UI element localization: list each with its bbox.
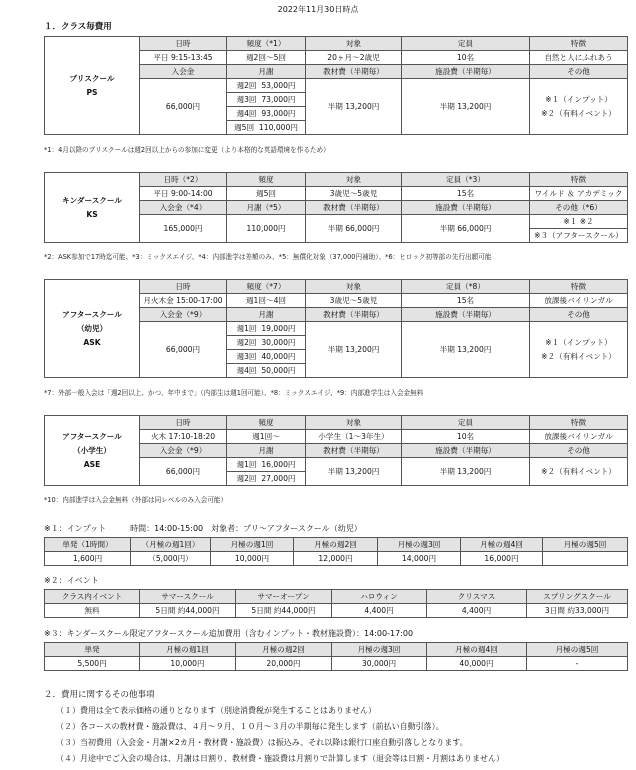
event-value: 4,400円 (427, 604, 527, 618)
event-header: サマーオープン (236, 590, 332, 604)
ask-teiin: 15名 (402, 294, 530, 308)
ps-shisetsu: 半期 13,200円 (402, 79, 530, 135)
header-getsusha: 月謝（*5） (227, 201, 306, 215)
event-value: 4,400円 (332, 604, 427, 618)
input-header: 月極の週1回 (211, 538, 294, 552)
ase-fee-row: 週2回 27,000円 (227, 472, 306, 486)
header-nyukai: 入会金 (140, 65, 227, 79)
header-nyukai: 入会金（*9） (140, 444, 227, 458)
ask-fee-table (44, 279, 628, 378)
header-teiin: 定員 (402, 37, 530, 51)
header-taishou: 対象 (306, 173, 402, 187)
header-hindo: 頻度（*7） (227, 280, 306, 294)
ks-shisetsu: 半期 66,000円 (402, 215, 530, 243)
ks-after-value: 5,500円 (45, 657, 140, 671)
input-header: 月極の週4回 (461, 538, 543, 552)
ase-shisetsu: 半期 13,200円 (402, 458, 530, 486)
ks-after-value: 10,000円 (140, 657, 236, 671)
ase-fee-row: 週1回 16,000円 (227, 458, 306, 472)
header-tokuchou: 特徴 (530, 280, 628, 294)
ps-nyukai: 66,000円 (140, 79, 227, 135)
event-value: 5日間 約44,000円 (236, 604, 332, 618)
document-date: 2022年11月30日時点 (277, 5, 359, 14)
ks-hindo: 週5回 (227, 187, 306, 201)
ps-fee-table (44, 36, 628, 135)
header-hindo: 頻度 (227, 416, 306, 430)
other-item: （３）当初費用（入会金・月謝×2カ月・教材費・施設費）は振込み、それ以降は銀行口座自動引落しとなります。 (56, 738, 468, 747)
other-item: （４）月途中でご入会の場合は、月謝は日割り、教材費・施設費は月割りで計算します（退会等は日割・月割はありません） (56, 754, 504, 763)
header-kyozai: 教材費（半期毎） (306, 444, 402, 458)
input-header: （月極の週1回） (131, 538, 211, 552)
ask-kyozai: 半期 13,200円 (306, 322, 402, 378)
input-fee-table (44, 537, 628, 566)
event-title: ※２：イベント (44, 576, 99, 585)
header-shisetsu: 施設費（半期毎） (402, 65, 530, 79)
ks-nyukai: 165,000円 (140, 215, 227, 243)
event-value: 5日間 約44,000円 (140, 604, 236, 618)
ask-class-name: アフタースクール （幼児） ASK (45, 280, 140, 378)
ks-after-value: 40,000円 (427, 657, 527, 671)
ask-fee-row: 週1回 19,000円 (227, 322, 306, 336)
header-tokuchou: 特徴 (530, 173, 628, 187)
ase-taishou: 小学生（1〜3年生） (306, 430, 402, 444)
ks-after-header: 単発 (45, 643, 140, 657)
ase-kyozai: 半期 13,200円 (306, 458, 402, 486)
header-tokuchou: 特徴 (530, 37, 628, 51)
ps-kyozai: 半期 13,200円 (306, 79, 402, 135)
ks-after-fee-table (44, 642, 628, 671)
event-header: クリスマス (427, 590, 527, 604)
ks-after-header: 月極の週2回 (236, 643, 332, 657)
event-fee-table (44, 589, 628, 618)
input-value: （5,000円） (131, 552, 211, 566)
ase-tokuchou: 放課後バイリンガル (530, 430, 628, 444)
header-sonota: その他 (530, 308, 628, 322)
ks-after-header: 月極の週5回 (527, 643, 628, 657)
header-getsusha: 月謝 (227, 444, 306, 458)
ks-after-header: 月極の週1回 (140, 643, 236, 657)
header-getsusha: 月謝 (227, 65, 306, 79)
event-header: サマースクール (140, 590, 236, 604)
ks-getsusha: 110,000円 (227, 215, 306, 243)
header-kyozai: 教材費（半期毎） (306, 65, 402, 79)
ks-after-value: 20,000円 (236, 657, 332, 671)
ase-note: *10：内部進学は入会金無料（外部は同レベルのみ入会可能） (44, 496, 228, 504)
ks-fee-table (44, 172, 628, 243)
ase-fee-table (44, 415, 628, 486)
ask-hindo: 週1回〜4回 (227, 294, 306, 308)
header-nichiji: 日時 (140, 37, 227, 51)
header-taishou: 対象 (306, 416, 402, 430)
ps-fee-row: 週3回 73,000円 (227, 93, 306, 107)
header-getsusha: 月謝 (227, 308, 306, 322)
header-taishou: 対象 (306, 37, 402, 51)
header-nichiji: 日時 (140, 280, 227, 294)
ask-note: *7：外部一般入会は「週2回以上、かつ、年中まで」（内部生は週1回可能）、*8：ミックスエイジ、*9：内部進学生は入会金無料 (44, 389, 424, 397)
input-value-empty (543, 552, 628, 566)
header-taishou: 対象 (306, 280, 402, 294)
ks-after-title: ※３：キンダースクール限定アフタースクール追加費用（含むインプット・教材施設費）：14:00-17:00 (44, 629, 414, 638)
ps-hindo: 週2回〜5回 (227, 51, 306, 65)
ps-fee-row: 週5回 110,000円 (227, 121, 306, 135)
ps-tokuchou: 自然と人にふれあう (530, 51, 628, 65)
ase-class-name: アフタースクール （小学生） ASE (45, 416, 140, 486)
ks-after-value: - (527, 657, 628, 671)
header-sonota: その他 (530, 444, 628, 458)
header-hindo: 頻度（*1） (227, 37, 306, 51)
ps-nichiji: 平日 9:15-13:45 (140, 51, 227, 65)
ask-sonota: ※１（インプット） ※２（有料イベント） (530, 322, 628, 378)
input-title: ※１：インプット 時間：14:00-15:00 対象者：プリ〜アフタースクール（幼児） (44, 524, 362, 533)
ask-tokuchou: 放課後バイリンガル (530, 294, 628, 308)
ase-nyukai: 66,000円 (140, 458, 227, 486)
header-shisetsu: 施設費（半期毎） (402, 308, 530, 322)
event-header: ハロウィン (332, 590, 427, 604)
other-item: （２）各コースの教材費・施設費は、４月〜９月、１０月〜３月の半期毎に発生します（前払い自動引落）。 (56, 722, 444, 731)
header-teiin: 定員（*8） (402, 280, 530, 294)
section-2-title: ２．費用に関するその他事項 (44, 690, 155, 700)
header-nyukai: 入会金（*4） (140, 201, 227, 215)
ase-nichiji: 火木 17:10-18:20 (140, 430, 227, 444)
ask-nichiji: 月火木金 15:00-17:00 (140, 294, 227, 308)
ase-sonota: ※２（有料イベント） (530, 458, 628, 486)
ase-teiin: 10名 (402, 430, 530, 444)
event-header: クラス内イベント (45, 590, 140, 604)
ase-hindo: 週1回〜 (227, 430, 306, 444)
ks-after-header: 月極の週4回 (427, 643, 527, 657)
other-item: （１）費用は全て表示価格の通りとなります（別途消費税が発生することはありません） (56, 706, 376, 715)
ps-note: *1：4月以降のプリスクールは週2回以上からの参加に変更（より本格的な英語環境を作るため） (44, 146, 330, 154)
ask-nyukai: 66,000円 (140, 322, 227, 378)
header-nichiji: 日時 (140, 416, 227, 430)
header-sonota: その他 (530, 65, 628, 79)
input-value: 14,000円 (378, 552, 461, 566)
ask-taishou: 3歳児〜5歳児 (306, 294, 402, 308)
header-kyozai: 教材費（半期毎） (306, 201, 402, 215)
ks-kyozai: 半期 66,000円 (306, 215, 402, 243)
event-header: スプリングスクール (527, 590, 628, 604)
ks-sonota-2: ※３（アフタースクール） (530, 229, 628, 243)
input-header: 月極の週2回 (294, 538, 378, 552)
input-header: 単発（1時間） (45, 538, 131, 552)
input-value: 12,000円 (294, 552, 378, 566)
header-kyozai: 教材費（半期毎） (306, 308, 402, 322)
ask-fee-row: 週2回 30,000円 (227, 336, 306, 350)
header-tokuchou: 特徴 (530, 416, 628, 430)
ks-class-name: キンダースクール KS (45, 173, 140, 243)
ps-fee-row: 週4回 93,000円 (227, 107, 306, 121)
ps-class-name: プリスクール PS (45, 37, 140, 135)
header-teiin: 定員 (402, 416, 530, 430)
ps-sonota: ※１（インプット） ※２（有料イベント） (530, 79, 628, 135)
ps-teiin: 10名 (402, 51, 530, 65)
header-nichiji: 日時（*2） (140, 173, 227, 187)
ks-tokuchou: ワイルド ＆ アカデミック (530, 187, 628, 201)
input-header: 月極の週3回 (378, 538, 461, 552)
header-hindo: 頻度 (227, 173, 306, 187)
ask-fee-row: 週3回 40,000円 (227, 350, 306, 364)
section-1-title: １．クラス毎費用 (44, 22, 112, 32)
input-value: 1,600円 (45, 552, 131, 566)
ks-taishou: 3歳児〜5歳児 (306, 187, 402, 201)
ks-teiin: 15名 (402, 187, 530, 201)
ps-taishou: 20ヶ月〜2歳児 (306, 51, 402, 65)
ks-after-value: 30,000円 (332, 657, 427, 671)
ks-after-header: 月極の週3回 (332, 643, 427, 657)
ps-fee-row: 週2回 53,000円 (227, 79, 306, 93)
ask-fee-row: 週4回 50,000円 (227, 364, 306, 378)
event-value: 無料 (45, 604, 140, 618)
event-value: 3日間 約33,000円 (527, 604, 628, 618)
ks-sonota-1: ※１ ※２ (530, 215, 628, 229)
input-value: 16,000円 (461, 552, 543, 566)
header-shisetsu: 施設費（半期毎） (402, 201, 530, 215)
header-sonota: その他（*6） (530, 201, 628, 215)
header-teiin: 定員（*3） (402, 173, 530, 187)
header-shisetsu: 施設費（半期毎） (402, 444, 530, 458)
input-value: 10,000円 (211, 552, 294, 566)
ks-nichiji: 平日 9:00-14:00 (140, 187, 227, 201)
header-nyukai: 入会金（*9） (140, 308, 227, 322)
input-header: 月極の週5回 (543, 538, 628, 552)
ks-note: *2：ASK参加で17時迄可能、*3：ミックスエイジ、*4：内部進学は差額のみ、*5：無償化対象（37,000円補助）、*6：ヒロック初等部の先行出願可能 (44, 253, 492, 261)
ask-shisetsu: 半期 13,200円 (402, 322, 530, 378)
